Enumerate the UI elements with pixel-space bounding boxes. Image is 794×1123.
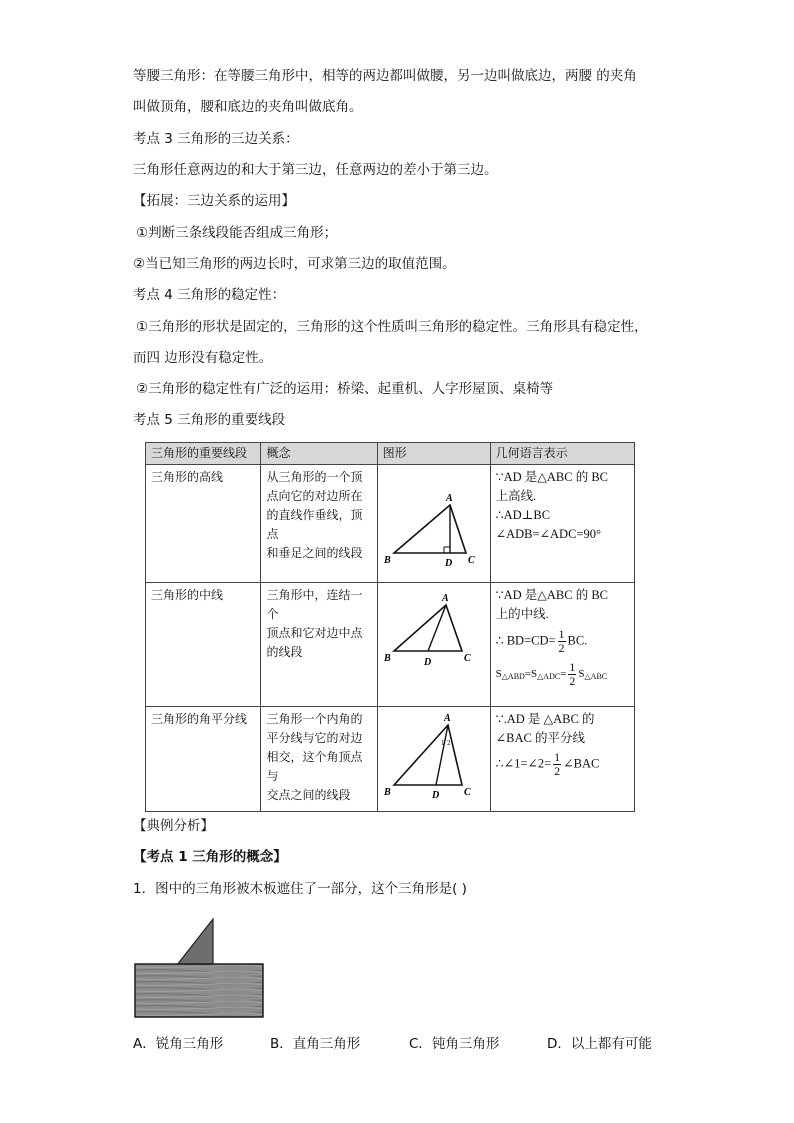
concept-line: 相交，这个角顶点与: [266, 750, 363, 783]
fraction-denominator: 2: [569, 674, 576, 688]
geometry-line: ∵.AD 是 △ABC 的: [495, 712, 595, 726]
important-segments-table: [145, 442, 635, 812]
bisector-triangle-figure: [378, 707, 490, 803]
triangle-abc: [394, 605, 462, 651]
choice-d[interactable]: D．以上都有可能: [547, 1036, 652, 1052]
header-geometry: 几何语言表示: [490, 443, 634, 465]
segment-geometry: [490, 583, 634, 707]
table-row: [146, 707, 635, 812]
text-line-6: ①判断三条线段能否组成三角形；: [136, 225, 338, 241]
label-d: D: [444, 558, 452, 569]
label-c: C: [463, 653, 471, 664]
area-sub-adc: △ADC: [537, 672, 561, 682]
text-line-10: 而四 边形没有稳定性。: [133, 350, 273, 366]
header-concept: 概念: [261, 443, 377, 465]
right-angle-mark: [444, 547, 450, 553]
concept-line: 从三角形的一个顶: [266, 470, 363, 484]
table-row: [146, 583, 635, 707]
text-line-2: 叫做顶角，腰和底边的夹角叫做底角。: [133, 99, 363, 115]
bisector-equation-tail: ∠BAC: [563, 756, 600, 771]
geometry-line: ∵AD 是△ABC 的 BC: [495, 470, 609, 484]
header-figure: 图形: [377, 443, 490, 465]
area-eq-s: =S: [524, 668, 538, 681]
text-line-7: ②当已知三角形的两边长时，可求第三边的取值范围。: [133, 256, 456, 272]
table-row: [146, 465, 635, 583]
label-a: A: [443, 713, 451, 724]
triangle-visible-part: [177, 919, 213, 965]
geometry-line: ∴AD⊥BC: [495, 508, 551, 522]
fraction-numerator: 1: [569, 660, 576, 674]
area-s: S: [578, 668, 585, 681]
segment-name: 三角形的中线: [146, 583, 261, 707]
median-equation-tail: BC.: [567, 633, 588, 648]
text-line-12: 考点 5 三角形的重要线段: [133, 412, 286, 428]
fraction-numerator: 1: [558, 627, 565, 641]
angle-label-2: 2: [446, 739, 451, 747]
geometry-line: [496, 751, 629, 778]
topic-title: 【考点 1 三角形的概念】: [133, 849, 287, 865]
geometry-line: 上的中线.: [495, 607, 549, 621]
geometry-line: ∠ADB=∠ADC=90°: [495, 527, 601, 541]
concept-line: 的直线作垂线，顶点: [266, 508, 363, 541]
fraction-denominator: 2: [554, 764, 561, 778]
bisector-ad: [436, 725, 448, 785]
covered-triangle-figure: [133, 915, 265, 1019]
label-d: D: [431, 790, 439, 801]
bisector-equation: ∴∠1=∠2=: [495, 756, 552, 771]
text-line-4: 三角形任意两边的和大于第三边，任意两边的差小于第三边。: [133, 162, 498, 178]
segment-concept: [261, 583, 377, 707]
segment-geometry: [490, 465, 634, 583]
fraction-numerator: 1: [554, 750, 561, 764]
fraction-half: [558, 628, 566, 655]
table-header-row: [146, 443, 635, 465]
label-a: A: [441, 593, 449, 604]
geometry-line: ∠BAC 的平分线: [495, 731, 585, 745]
text-line-9: ①三角形的形状是固定的，三角形的这个性质叫三角形的稳定性。三角形具有稳定性，: [136, 319, 648, 335]
segment-concept: [261, 465, 377, 583]
concept-line: 三角形中，连结一个: [266, 588, 363, 621]
fraction-denominator: 2: [558, 641, 565, 655]
triangle-abc: [394, 505, 466, 553]
choice-c[interactable]: C．钝角三角形: [409, 1036, 500, 1052]
concept-line: 的线段: [266, 645, 303, 659]
label-a: A: [445, 493, 453, 504]
concept-line: 和垂足之间的线段: [266, 546, 363, 560]
median-equation: ∴ BD=CD=: [495, 633, 556, 648]
concept-line: 顶点和它对边中点: [266, 626, 363, 640]
label-b: B: [383, 653, 391, 664]
area-sub-abd: △ABD: [501, 672, 525, 682]
triangle-abc: [394, 725, 462, 785]
text-line-5: 【拓展：三边关系的运用】: [133, 193, 295, 209]
label-c: C: [463, 787, 471, 798]
label-b: B: [383, 555, 391, 566]
angle-label-1: 1: [440, 739, 445, 747]
area-eq: =: [560, 668, 567, 681]
concept-line: 平分线与它的对边: [266, 731, 363, 745]
segment-figure: [377, 465, 490, 583]
fraction-half: [568, 661, 576, 688]
area-equation: [496, 661, 629, 688]
segment-concept: [261, 707, 377, 812]
label-c: C: [467, 555, 475, 566]
area-sub-abc: △ABC: [584, 672, 608, 682]
wooden-board: [135, 964, 263, 1017]
question-text: 1．图中的三角形被木板遮住了一部分，这个三角形是( ): [133, 881, 467, 897]
fraction-half: [553, 751, 561, 778]
label-b: B: [383, 787, 391, 798]
segment-figure: [377, 583, 490, 707]
header-segment: 三角形的重要线段: [146, 443, 261, 465]
section-title: 【典例分析】: [133, 818, 214, 834]
altitude-triangle-figure: [378, 465, 490, 575]
label-d: D: [423, 657, 431, 668]
median-triangle-figure: [378, 583, 490, 699]
text-line-3: 考点 3 三角形的三边关系：: [133, 131, 299, 147]
area-s: S: [495, 668, 502, 681]
geometry-line: ∵AD 是△ABC 的 BC: [495, 588, 609, 602]
segment-figure: [377, 707, 490, 812]
segment-geometry: [490, 707, 634, 812]
geometry-line: 上高线.: [495, 489, 537, 503]
segment-name: 三角形的角平分线: [146, 707, 261, 812]
text-line-8: 考点 4 三角形的稳定性：: [133, 287, 286, 303]
choice-a[interactable]: A．锐角三角形: [133, 1036, 224, 1052]
concept-line: 三角形一个内角的: [266, 712, 363, 726]
segment-name: 三角形的高线: [146, 465, 261, 583]
geometry-line: [496, 628, 629, 655]
choice-b[interactable]: B．直角三角形: [270, 1036, 361, 1052]
concept-line: 点向它的对边所在: [266, 489, 363, 503]
text-line-11: ②三角形的稳定性有广泛的运用：桥梁、起重机、人字形屋顶、桌椅等: [136, 381, 554, 397]
text-line-1: 等腰三角形：在等腰三角形中，相等的两边都叫做腰，另一边叫做底边，两腰 的夹角: [133, 68, 637, 84]
concept-line: 交点之间的线段: [266, 788, 351, 802]
